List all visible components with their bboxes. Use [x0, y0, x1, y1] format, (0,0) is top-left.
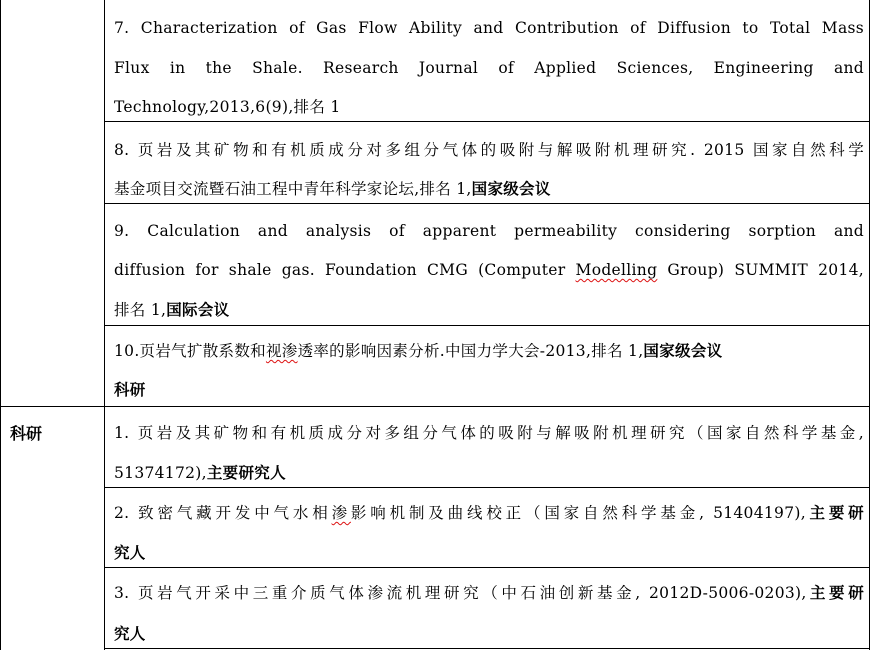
section-divider — [0, 406, 870, 407]
publication-line: Flux in the Shale. Research Journal of Applied Sciences, Engineering and — [114, 59, 864, 77]
role-label: 主要研 — [806, 584, 864, 602]
role-label: 究人 — [114, 544, 146, 562]
spellcheck-underlined-word: Modelling — [575, 261, 658, 279]
project-text: 2. 致密气藏开发中气水相 — [114, 504, 332, 522]
project-line — [114, 583, 864, 603]
research-heading: 科研 — [114, 381, 146, 399]
project-text: 影响机制及曲线校正（国家自然科学基金, 51404197), — [350, 504, 806, 522]
project-text: 3. 页岩气开采中三重介质气体渗流机理研究（中石油创新基金, 2012D-5006-0203), — [114, 584, 807, 602]
spellcheck-underlined-word: 渗 — [331, 504, 351, 522]
row-divider — [104, 121, 870, 122]
publication-text: 基金项目交流暨石油工程中青年科学家论坛,排名 1, — [114, 180, 472, 198]
row-divider — [104, 203, 870, 204]
publication-text: diffusion for shale gas. Foundation CMG (Computer — [114, 261, 576, 279]
publication-line — [114, 341, 722, 361]
project-text: 51374172), — [114, 464, 207, 482]
publication-text: 透率的影响因素分析.中国力学大会-2013,排名 1, — [297, 342, 644, 360]
project-line — [114, 503, 864, 523]
role-label: 主要研 — [805, 504, 864, 522]
section-label-research: 科研 — [10, 424, 43, 443]
publication-line — [114, 260, 864, 280]
row-divider — [104, 487, 870, 488]
row-divider — [104, 567, 870, 568]
publication-line: 7. Characterization of Gas Flow Ability and Contribution of Diffusion to Total Mass — [114, 19, 864, 37]
role-label: 主要研究人 — [206, 464, 286, 482]
conference-level-label: 国家级会议 — [471, 180, 551, 198]
table-border-left-outer — [0, 0, 1, 650]
project-line: 1. 页岩及其矿物和有机质成分对多组分气体的吸附与解吸附机理研究（国家自然科学基金, — [114, 424, 864, 442]
publication-line — [114, 300, 229, 320]
row-divider — [104, 325, 870, 326]
publication-line: 9. Calculation and analysis of apparent permeability considering sorption and — [114, 222, 864, 240]
publication-text: 10.页岩气扩散系数和 — [114, 342, 266, 360]
publication-line: 8. 页岩及其矿物和有机质成分对多组分气体的吸附与解吸附机理研究. 2015 国家自然科学 — [114, 141, 864, 159]
publication-line: Technology,2013,6(9),排名 1 — [114, 98, 341, 116]
spellcheck-underlined-word: 视渗 — [265, 342, 298, 360]
table-border-bottom — [104, 648, 870, 649]
publication-text: 排名 1, — [114, 301, 167, 319]
conference-level-label: 国家级会议 — [643, 342, 723, 360]
publication-text: Group) SUMMIT 2014, — [657, 261, 864, 279]
project-line — [114, 463, 286, 483]
role-label: 究人 — [114, 625, 146, 643]
conference-level-label: 国际会议 — [166, 301, 230, 319]
publication-line — [114, 179, 551, 199]
